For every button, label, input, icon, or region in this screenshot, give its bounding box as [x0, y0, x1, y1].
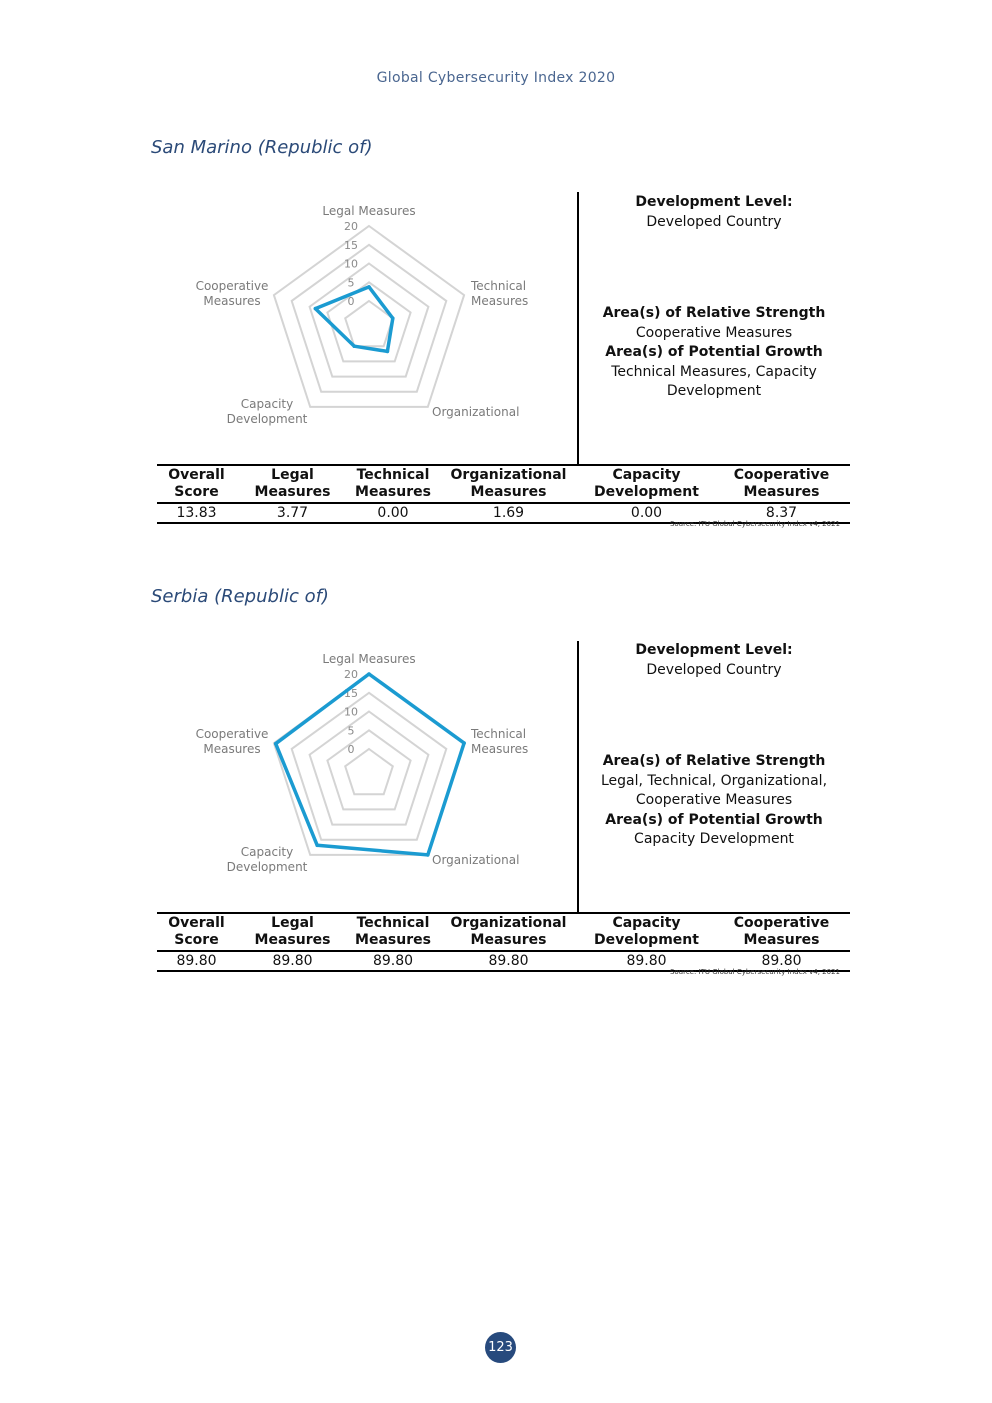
tick-label: 15: [344, 686, 358, 700]
strength-value: Cooperative Measures: [635, 324, 793, 341]
data-point: [391, 317, 395, 321]
data-point: [314, 307, 318, 311]
table-header: Legal Measures: [236, 465, 349, 503]
score-table: [157, 464, 850, 524]
tick-label: 10: [344, 705, 358, 719]
tick-label: 10: [344, 257, 358, 271]
grid-ring: [310, 712, 429, 825]
table-header: Legal Measures: [236, 913, 349, 951]
axis-label: Legal Measures: [322, 204, 416, 218]
score-cell: 8.37: [713, 503, 850, 523]
score-cell: 89.80: [236, 951, 349, 971]
table-header: Technical Measures: [349, 913, 437, 951]
score-cell: 89.80: [349, 951, 437, 971]
growth-heading: Area(s) of Potential Growth: [605, 811, 823, 828]
data-point: [367, 285, 371, 289]
data-point: [426, 853, 430, 857]
section-divider: [577, 641, 579, 913]
axis-label: Legal Measures: [322, 652, 416, 666]
table-header: Organizational Measures: [437, 913, 580, 951]
axis-label: Organizational: [432, 405, 520, 419]
tick-label: 20: [344, 668, 358, 681]
score-cell: 3.77: [236, 503, 349, 523]
page-number: 123: [485, 1332, 516, 1363]
info-panel: [585, 641, 843, 850]
axis-label: Capacity Development: [226, 397, 308, 426]
tick-label: 5: [347, 276, 355, 290]
growth-heading: Area(s) of Potential Growth: [605, 344, 823, 360]
axis-label: Cooperative Measures: [195, 279, 269, 308]
table-header: Capacity Development: [580, 465, 713, 503]
radar-chart: [190, 646, 540, 886]
country-title: Serbia (Republic of): [151, 586, 329, 607]
source-note: Source: ITU Global Cybersecurity Index v4, 2021: [669, 968, 840, 976]
country-title: San Marino (Republic of): [151, 137, 373, 158]
tick-label: 5: [347, 724, 355, 738]
tick-label: 15: [344, 238, 358, 252]
growth-value: Technical Measures, Capacity Development: [611, 363, 817, 399]
table-header: Cooperative Measures: [713, 465, 850, 503]
table-header: Cooperative Measures: [713, 913, 850, 951]
data-point: [353, 344, 357, 348]
data-point: [367, 672, 371, 676]
score-cell: 0.00: [349, 503, 437, 523]
development-level-heading: Development Level:: [635, 642, 793, 658]
score-cell: 13.83: [157, 503, 236, 523]
data-point: [315, 844, 319, 848]
development-level-value: Developed Country: [646, 661, 782, 678]
axis-label: Technical Measures: [471, 279, 529, 308]
source-note: Source: ITU Global Cybersecurity Index v4, 2021: [669, 520, 840, 528]
table-header: Organizational Measures: [437, 465, 580, 503]
development-level-heading: Development Level:: [635, 194, 793, 210]
axis-label: Cooperative Measures: [195, 727, 269, 756]
score-cell: 89.80: [580, 951, 713, 971]
table-header: Overall Score: [157, 913, 236, 951]
axis-label: Capacity Development: [226, 845, 308, 874]
data-point: [462, 741, 466, 745]
table-header: Overall Score: [157, 465, 236, 503]
grid-ring: [292, 245, 447, 392]
strength-heading: Area(s) of Relative Strength: [602, 305, 826, 321]
data-point: [274, 742, 278, 746]
series-line: [276, 674, 464, 855]
axis-label: Technical Measures: [471, 727, 529, 756]
document-header: Global Cybersecurity Index 2020: [376, 70, 616, 86]
table-header: Capacity Development: [580, 913, 713, 951]
strength-heading: Area(s) of Relative Strength: [602, 753, 826, 769]
score-cell: 1.69: [437, 503, 580, 523]
score-cell: 89.80: [157, 951, 236, 971]
score-cell: 89.80: [713, 951, 850, 971]
tick-label: 20: [344, 220, 358, 233]
section-divider: [577, 192, 579, 464]
score-cell: 89.80: [437, 951, 580, 971]
grid-ring: [274, 226, 464, 407]
tick-label: 0: [347, 295, 355, 308]
score-cell: 0.00: [580, 503, 713, 523]
table-header: Technical Measures: [349, 465, 437, 503]
data-point: [386, 350, 390, 354]
strength-value: Legal, Technical, Organizational, Cooperative Measures: [600, 772, 828, 808]
development-level-value: Developed Country: [646, 213, 782, 230]
tick-label: 0: [347, 743, 355, 756]
grid-ring: [327, 730, 410, 809]
radar-chart: [190, 198, 540, 438]
score-table: [157, 912, 850, 972]
axis-label: Organizational: [432, 853, 520, 867]
info-panel: [585, 193, 843, 402]
growth-value: Capacity Development: [634, 831, 794, 847]
